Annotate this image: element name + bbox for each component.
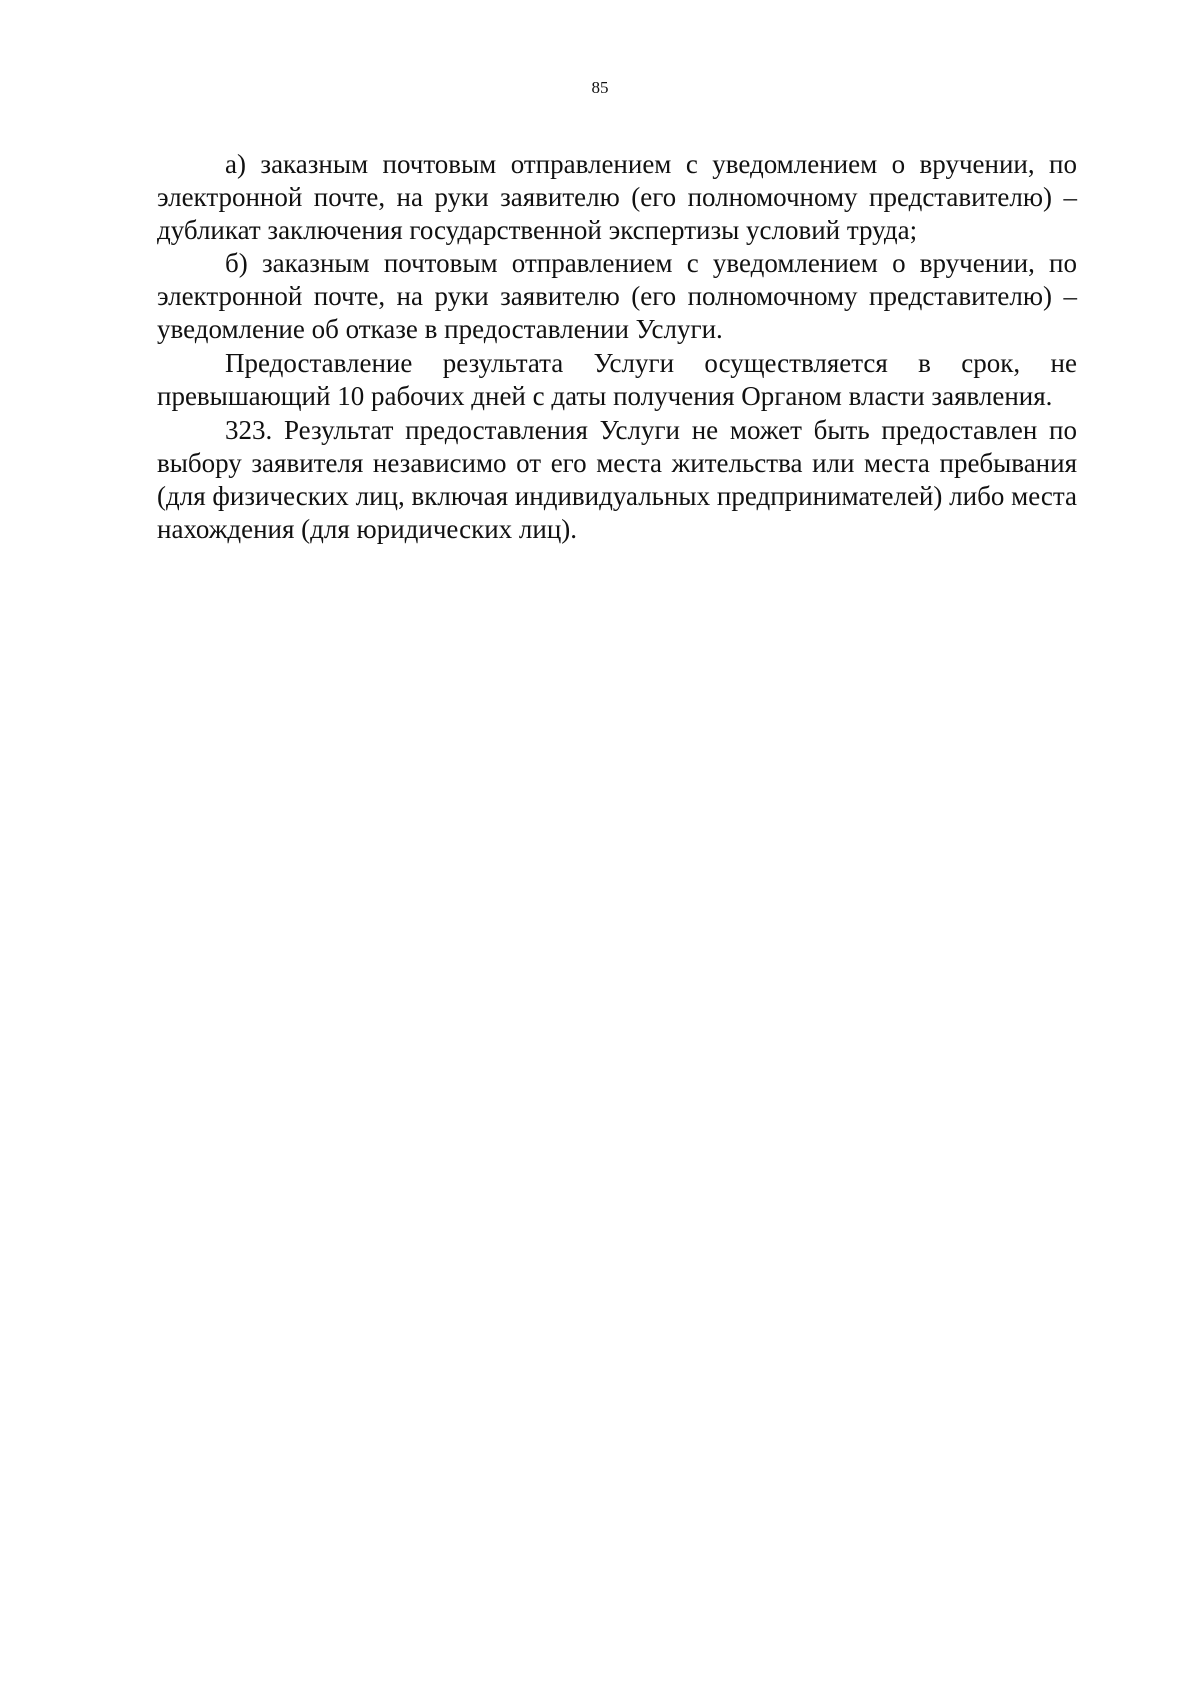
page-number: 85 [591,78,609,97]
paragraph-a: а) заказным почтовым отправлением с уведомлением о вручении, по электронной почте, на руки заявителю (его полномочному представителю) – дубликат заключения государственной экспертизы условий труда; [157,149,1077,245]
paragraph-323: 323. Результат предоставления Услуги не может быть предоставлен по выбору заявителя независимо от его места жительства или места пребывания (для физических лиц, включая индивидуальных предпринимателей) либо места нахождения (для юридических лиц). [157,415,1077,544]
document-body [157,148,1077,546]
paragraph-result-term: Предоставление результата Услуги осуществляется в срок, не превышающий 10 рабочих дней с даты получения Органом власти заявления. [157,348,1077,411]
paragraph-b: б) заказным почтовым отправлением с уведомлением о вручении, по электронной почте, на руки заявителю (его полномочному представителю) – уведомление об отказе в предоставлении Услуги. [157,248,1077,344]
